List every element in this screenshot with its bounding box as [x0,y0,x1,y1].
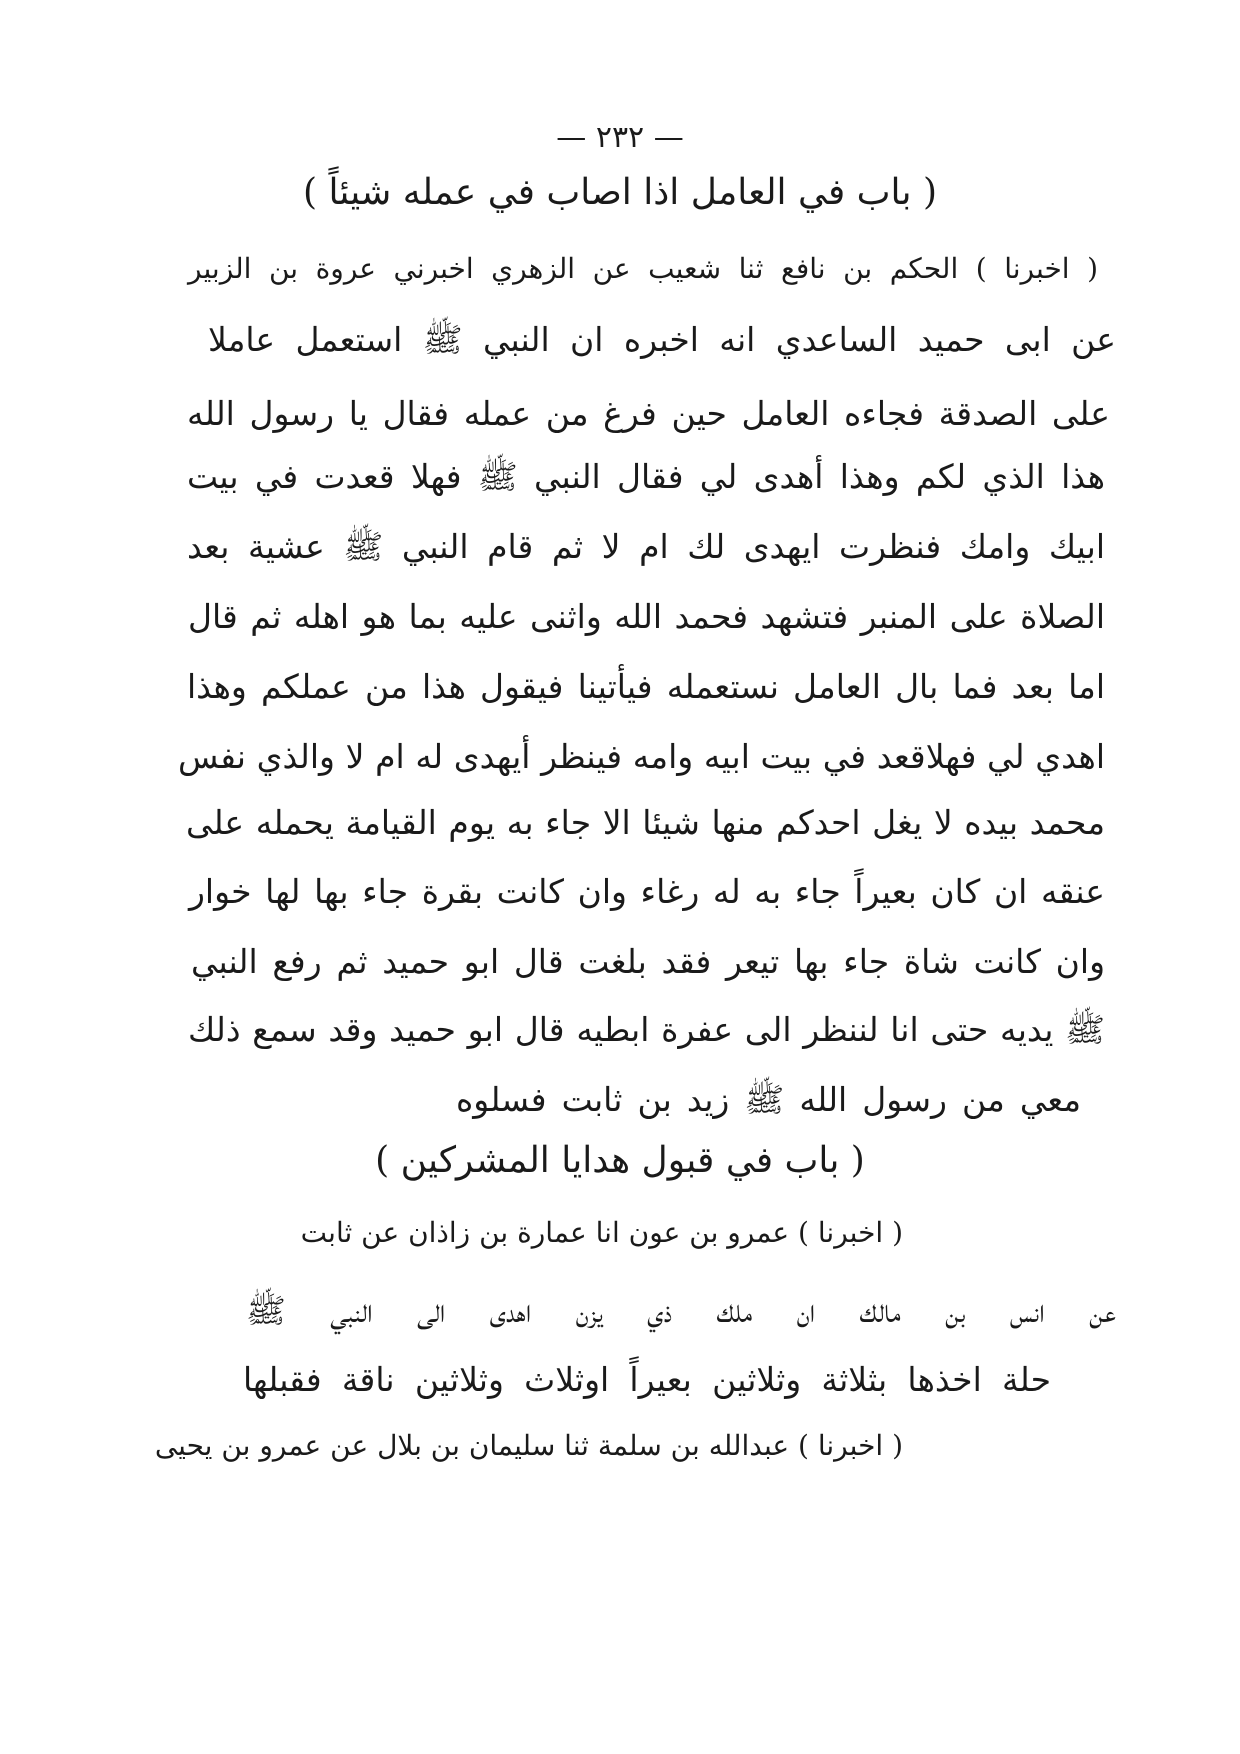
text-line: وان كانت شاة جاء بها تيعر فقد بلغت قال ابو حميد ثم رفع النبي [191,942,1105,981]
text-line: على الصدقة فجاءه العامل حين فرغ من عمله فقال يا رسول الله [187,394,1110,433]
text-line: ابيك وامك فنظرت ايهدى لك ام لا ثم قام النبي ﷺ عشية بعد [187,527,1105,566]
text-line: حلة اخذها بثلاثة وثلاثين بعيراً اوثلاث وثلاثين ناقة فقبلها [243,1360,1051,1399]
section-heading-mushrikin: ( باب في قبول هدايا المشركين ) [375,1140,865,1181]
text-line: هذا الذي لكم وهذا أهدى لي فقال النبي ﷺ فهلا قعدت في بيت [187,457,1105,496]
text-line: محمد بيده لا يغل احدكم منها شيئا الا جاء به يوم القيامة يحمله على [186,803,1105,842]
text-line: ﷺ يديه حتى انا لننظر الى عفرة ابطيه قال ابو حميد وقد سمع ذلك [188,1010,1105,1049]
text-line: ( اخبرنا ) عمرو بن عون انا عمارة بن زاذان عن ثابت [300,1216,903,1249]
text-line: ( اخبرنا ) عبدالله بن سلمة ثنا سليمان بن بلال عن عمرو بن يحيى [154,1429,903,1462]
text-line: الصلاة على المنبر فتشهد فحمد الله واثنى عليه بما هو اهله ثم قال [188,597,1105,636]
page-number: — ٢٣٢ — [556,120,684,155]
text-line: اما بعد فما بال العامل نستعمله فيأتينا فيقول هذا من عملكم وهذا [187,667,1105,706]
text-line: عنقه ان كان بعيراً جاء به له رغاء وان كانت بقرة جاء بها لها خوار [189,872,1105,911]
section-heading-amil: ( باب في العامل اذا اصاب في عمله شيئاً ) [302,172,938,213]
text-line: عن ابى حميد الساعدي انه اخبره ان النبي ﷺ استعمل عاملا [208,320,1116,359]
text-line: اهدي لي فهلاقعد في بيت ابيه وامه فينظر أيهدى له ام لا والذي نفس [178,737,1105,776]
text-line: معي من رسول الله ﷺ زيد بن ثابت فسلوه [456,1080,1081,1119]
text-line: عن انس بن مالك ان ملك ذي يزن اهدى الى النبي ﷺ [246,1291,1116,1330]
text-line: ( اخبرنا ) الحكم بن نافع ثنا شعيب عن الزهري اخبرني عروة بن الزبير [188,252,1098,285]
